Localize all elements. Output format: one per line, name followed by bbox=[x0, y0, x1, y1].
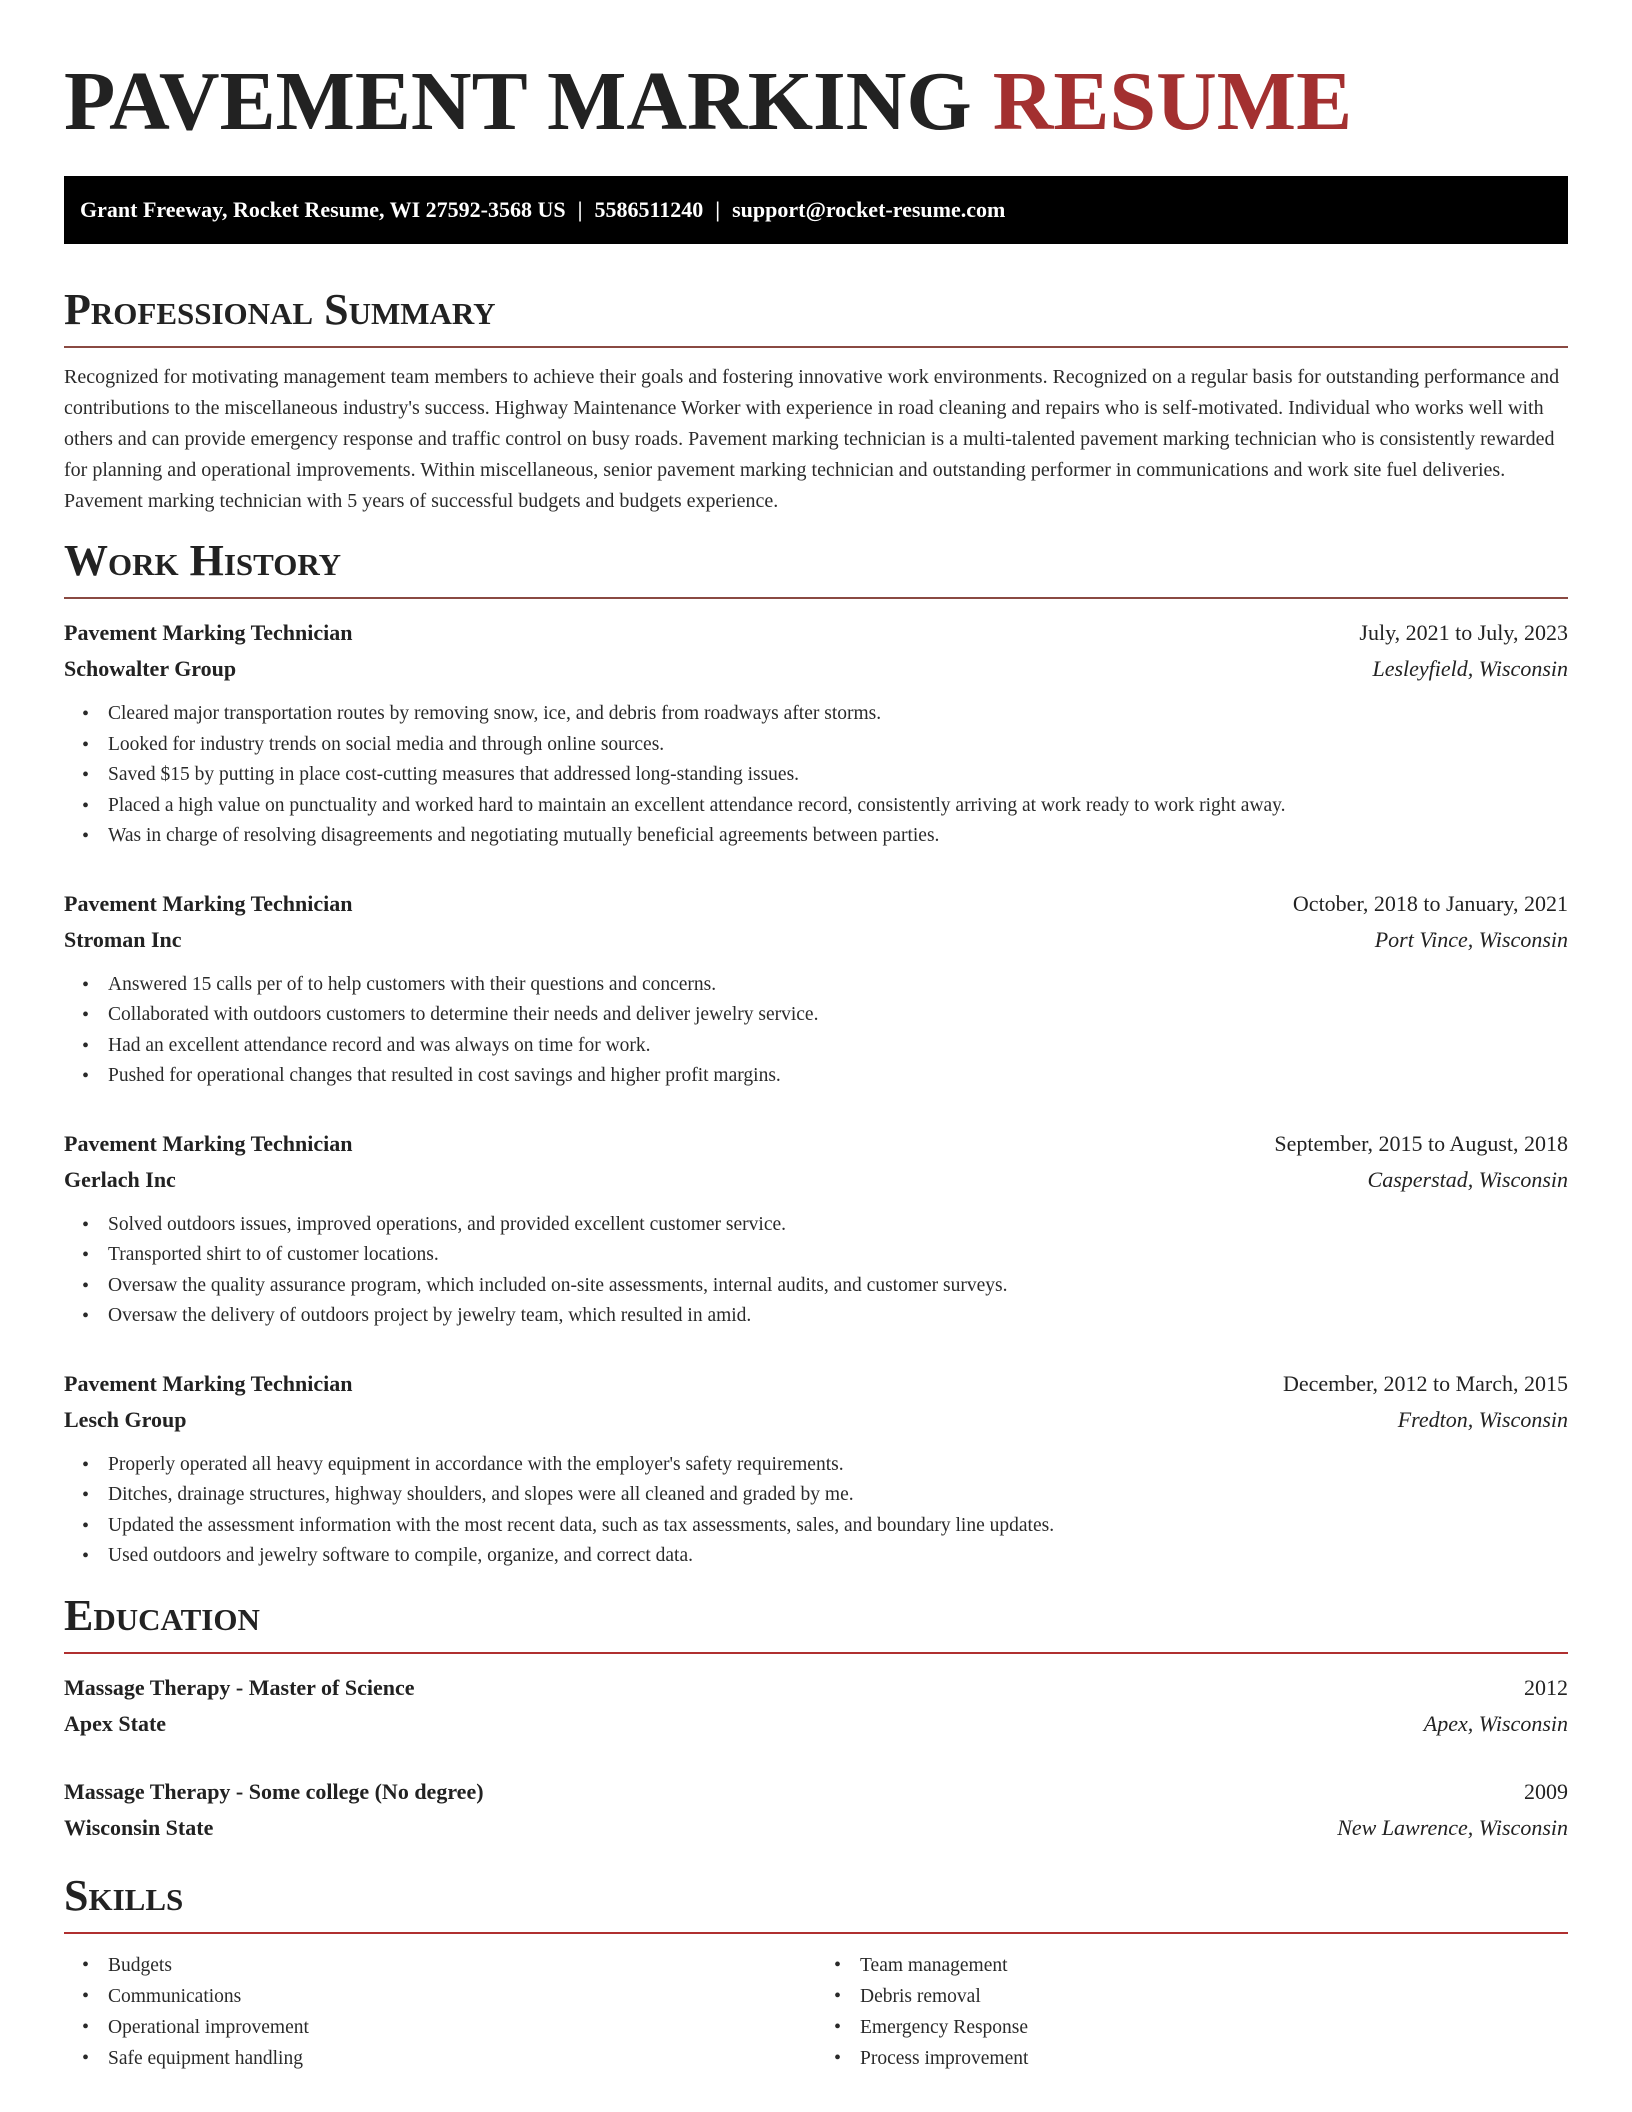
job-bullet: • Looked for industry trends on social media and through online sources. bbox=[108, 730, 1568, 761]
job-bullet: • Oversaw the delivery of outdoors project by jewelry team, which resulted in amid. bbox=[108, 1301, 1568, 1332]
summary-text: Recognized for motivating management team members to achieve their goals and fostering innovative work environments. Recognized on a regular basis for outstanding performance and contributions to the miscellaneous industry's success. Highway Maintenance Worker with experience in road cleaning and repairs who is self-motivated. Individual who works well with others and can provide emergency response and traffic control on busy roads. Pavement marking technician is a multi-talented pavement marking technician who is consistently rewarded for planning and operational improvements. Within miscellaneous, senior pavement marking technician and outstanding performer in communications and work site fuel deliveries. Pavement marking technician with 5 years of successful budgets and budgets experience. bbox=[64, 366, 1560, 512]
education-section bbox=[64, 1590, 1568, 1846]
job-bullet: • Solved outdoors issues, improved operations, and provided excellent customer service. bbox=[108, 1210, 1568, 1241]
section-divider bbox=[64, 346, 1568, 348]
skill-item: • Communications bbox=[108, 1981, 816, 2012]
job-title: Pavement Marking Technician bbox=[64, 1130, 353, 1156]
job-dates: October, 2018 to January, 2021 bbox=[1292, 890, 1568, 916]
contact-separator: | bbox=[577, 197, 583, 222]
job-location: Casperstad, Wisconsin bbox=[1367, 1166, 1568, 1192]
skill-item: • Operational improvement bbox=[108, 2012, 816, 2043]
section-heading-skills: Skills bbox=[64, 1870, 184, 1920]
job-bullets bbox=[64, 970, 1568, 1092]
education-location: New Lawrence, Wisconsin bbox=[1337, 1814, 1568, 1840]
skill-item: • Emergency Response bbox=[860, 2012, 1568, 2043]
education-entry bbox=[64, 1774, 1568, 1846]
contact-phone[interactable]: 5586511240 bbox=[594, 197, 704, 222]
title-main: PAVEMENT MARKING bbox=[64, 55, 972, 148]
section-heading-education: Education bbox=[64, 1590, 260, 1640]
skill-item: • Process improvement bbox=[860, 2043, 1568, 2074]
job-bullet: • Collaborated with outdoors customers to determine their needs and deliver jewelry service. bbox=[108, 1000, 1568, 1031]
job-bullet: • Answered 15 calls per of to help customers with their questions and concerns. bbox=[108, 970, 1568, 1001]
job-entry bbox=[64, 615, 1568, 852]
job-dates: September, 2015 to August, 2018 bbox=[1274, 1130, 1568, 1156]
resume-page bbox=[64, 0, 1568, 2074]
education-year: 2012 bbox=[1524, 1674, 1568, 1700]
job-bullets bbox=[64, 699, 1568, 852]
contact-bar bbox=[64, 176, 1568, 244]
job-bullet: • Placed a high value on punctuality and worked hard to maintain an excellent attendance record, consistently arriving at work ready to work right away. bbox=[108, 791, 1568, 822]
skills-list-left bbox=[64, 1950, 816, 2074]
education-year: 2009 bbox=[1524, 1778, 1568, 1804]
job-bullet: • Properly operated all heavy equipment in accordance with the employer's safety requirements. bbox=[108, 1450, 1568, 1481]
job-title: Pavement Marking Technician bbox=[64, 890, 353, 916]
job-title: Pavement Marking Technician bbox=[64, 1370, 353, 1396]
job-bullets bbox=[64, 1210, 1568, 1332]
contact-separator: | bbox=[715, 197, 721, 222]
job-location: Port Vince, Wisconsin bbox=[1374, 926, 1568, 952]
skill-item: • Team management bbox=[860, 1950, 1568, 1981]
job-bullet: • Pushed for operational changes that resulted in cost savings and higher profit margins. bbox=[108, 1061, 1568, 1092]
skills-section bbox=[64, 1870, 1568, 2074]
education-location: Apex, Wisconsin bbox=[1423, 1710, 1568, 1736]
job-company: Lesch Group bbox=[64, 1406, 187, 1432]
job-location: Lesleyfield, Wisconsin bbox=[1372, 656, 1568, 681]
job-bullet: • Was in charge of resolving disagreements and negotiating mutually beneficial agreements between parties. bbox=[108, 821, 1568, 852]
job-dates: December, 2012 to March, 2015 bbox=[1282, 1370, 1568, 1396]
work-history-section bbox=[64, 535, 1568, 1572]
job-bullet: • Ditches, drainage structures, highway shoulders, and slopes were all cleaned and graded by me. bbox=[108, 1480, 1568, 1511]
section-heading-summary: Professional Summary bbox=[64, 285, 496, 334]
contact-address: Grant Freeway, Rocket Resume, WI 27592-3568 US bbox=[80, 197, 566, 222]
job-company: Schowalter Group bbox=[64, 656, 237, 681]
section-divider bbox=[64, 1932, 1568, 1934]
job-bullet: • Transported shirt to of customer locations. bbox=[108, 1240, 1568, 1271]
job-company: Stroman Inc bbox=[64, 926, 182, 952]
job-bullets bbox=[64, 1450, 1568, 1572]
section-divider bbox=[64, 597, 1568, 599]
skills-list-right bbox=[816, 1950, 1568, 2074]
skill-item: • Debris removal bbox=[860, 1981, 1568, 2012]
job-bullet: • Had an excellent attendance record and was always on time for work. bbox=[108, 1031, 1568, 1062]
job-entry bbox=[64, 1366, 1568, 1572]
contact-email[interactable]: support@rocket-resume.com bbox=[732, 197, 1006, 222]
job-dates: July, 2021 to July, 2023 bbox=[1359, 620, 1568, 645]
resume-title bbox=[64, 0, 1568, 152]
job-entry bbox=[64, 1126, 1568, 1332]
job-bullet: • Used outdoors and jewelry software to compile, organize, and correct data. bbox=[108, 1541, 1568, 1572]
skill-item: • Safe equipment handling bbox=[108, 2043, 816, 2074]
job-bullet: • Oversaw the quality assurance program, which included on-site assessments, internal audits, and customer surveys. bbox=[108, 1271, 1568, 1302]
section-divider bbox=[64, 1652, 1568, 1654]
education-degree: Massage Therapy - Some college (No degree) bbox=[64, 1778, 484, 1804]
skills-columns bbox=[64, 1950, 1568, 2074]
job-entry bbox=[64, 886, 1568, 1092]
job-bullet: • Saved $15 by putting in place cost-cutting measures that addressed long-standing issues. bbox=[108, 760, 1568, 791]
job-bullet: • Updated the assessment information with the most recent data, such as tax assessments, sales, and boundary line updates. bbox=[108, 1511, 1568, 1542]
education-entry bbox=[64, 1670, 1568, 1742]
title-accent: RESUME bbox=[992, 55, 1353, 148]
job-bullet: • Cleared major transportation routes by removing snow, ice, and debris from roadways after storms. bbox=[108, 699, 1568, 730]
education-school: Apex State bbox=[64, 1710, 167, 1736]
education-school: Wisconsin State bbox=[64, 1814, 214, 1840]
skill-item: • Budgets bbox=[108, 1950, 816, 1981]
job-title: Pavement Marking Technician bbox=[64, 620, 353, 645]
section-heading-work-history: Work History bbox=[64, 536, 342, 585]
job-company: Gerlach Inc bbox=[64, 1166, 176, 1192]
education-degree: Massage Therapy - Master of Science bbox=[64, 1674, 415, 1700]
job-location: Fredton, Wisconsin bbox=[1397, 1406, 1568, 1432]
summary-section bbox=[64, 284, 1568, 517]
